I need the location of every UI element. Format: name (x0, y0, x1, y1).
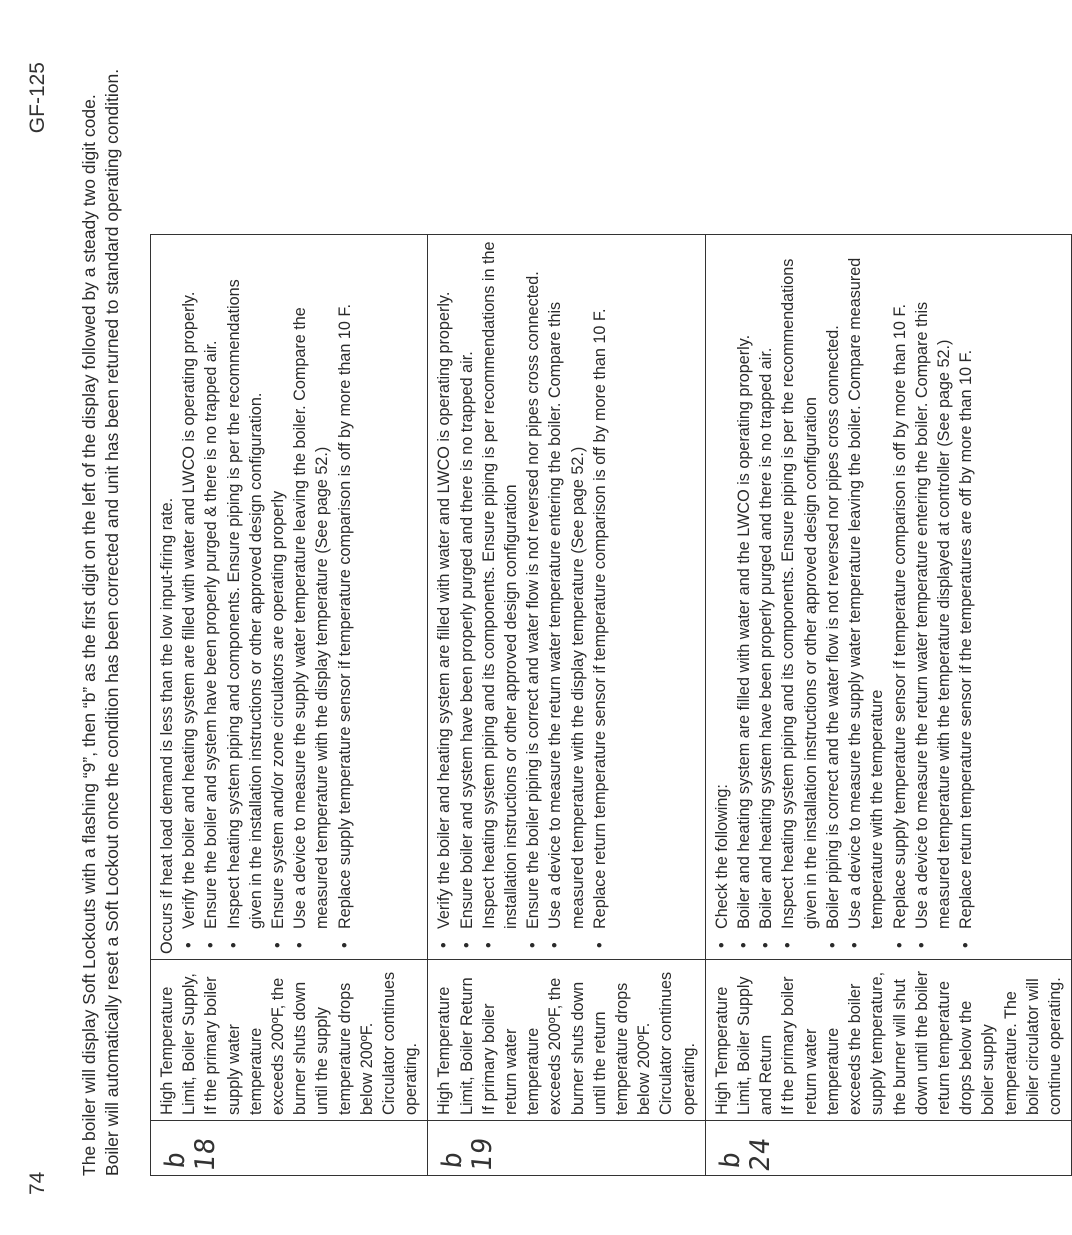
condition-cell (428, 960, 705, 1121)
list-item: • Replace return temperature sensor if the temperatures are off by more than 10 F. (955, 240, 977, 954)
list-item: • Ensure the boiler piping is correct and water flow is not reversed nor pipes cross connected. (522, 240, 544, 954)
condition-title: High Temperature Limit, Boiler Supply and Return (712, 976, 776, 1115)
table-row (428, 235, 705, 1176)
list-item: • Boiler and heating system are filled with water and the LWCO is operating properly. (733, 240, 755, 954)
list-item: • Boiler and heating system have been properly purged and there is no trapped air. (755, 240, 777, 954)
list-item: • Check the following: (711, 240, 733, 954)
intro-paragraph: The boiler will display Soft Lockouts with a flashing “9”, then “b” as the first digit on the left of the display followed by a steady two digit code. Boiler will automatically reset a Soft Lockout once the condition has been corrected and unit has been returned to standard operating condition. (79, 68, 122, 1176)
code-cell (705, 1121, 1071, 1176)
condition-cell (151, 960, 428, 1121)
list-item: • Ensure boiler and system have been properly purged and there is no trapped air. (456, 240, 478, 954)
display-code: b 24 (714, 1135, 776, 1174)
action-list (433, 240, 611, 954)
list-item: • Use a device to measure the return water temperature entering the boiler. Compare this measured temperature with the display temperature (See page 52.) (544, 240, 588, 954)
action-list (156, 240, 356, 954)
list-item: • Use a device to measure the supply water temperature leaving the boiler. Compare measured temperature with the temperature (844, 240, 888, 954)
condition-title: High Temperature Limit, Boiler Supply, (158, 973, 199, 1115)
actions-cell (428, 235, 705, 960)
table-row (705, 235, 1071, 1176)
list-item: • Verify the boiler and heating system are filled with water and LWCO is operating properly. (433, 240, 455, 954)
list-item: • Replace supply temperature sensor if temperature comparison is off by more than 10 F. (889, 240, 911, 954)
list-item: • Use a device to measure the return water temperature entering the boiler. Compare this measured temperature with the temperature displayed at controller (See page 52.) (911, 240, 955, 954)
action-lead: Occurs if heat load demand is less than the low input-firing rate. (158, 497, 176, 954)
display-code: b 18 (160, 1135, 221, 1174)
actions-cell (151, 235, 428, 960)
list-item: • Ensure system and/or zone circulators are operating properly (267, 240, 289, 954)
condition-description: If primary boiler return water temperature exceeds 200ºF, the burner shuts down until the return temperature drops below 200ºF. Circulator continues operating. (479, 971, 698, 1115)
list-item: • Use a device to measure the supply water temperature leaving the boiler. Compare the measured temperature with the display temperature (See page 52.) (289, 240, 333, 954)
list-item: • Inspect heating system piping and its components. Ensure piping is per recommendations in the installation instructions or other approved design configuration (478, 240, 522, 954)
list-item: • Ensure the boiler and system have been properly purged & there is no trapped air. (200, 240, 222, 954)
page-number: 74 (26, 1171, 49, 1195)
list-item: • Replace return temperature sensor if temperature comparison is off by more than 10 F. (589, 240, 611, 954)
condition-description: If the primary boiler return water temperature exceeds the boiler supply temperature, the burner will shut down until the boiler return temperature drops below the boiler supply temperature. The boiler circulator will continue operating. (779, 971, 1064, 1115)
lockout-codes-table (150, 234, 1072, 1176)
list-item: • Inspect heating system piping and components. Ensure piping is per the recommendations given in the installation instructions or other approved design configuration. (223, 240, 267, 954)
code-cell (428, 1121, 705, 1176)
list-item: • Boiler piping is correct and the water flow is not reversed nor pipes cross connected. (822, 240, 844, 954)
list-item: • Replace supply temperature sensor if temperature comparison is off by more than 10 F. (334, 240, 356, 954)
actions-cell (705, 235, 1071, 960)
list-item: • Verify the boiler and heating system are filled with water and LWCO is operating properly. (178, 240, 200, 954)
condition-description: If the primary boiler supply water temperature exceeds 200ºF, the burner shuts down until the supply temperature drops below 200ºF. Circulator continues operating. (202, 971, 421, 1115)
document-code: GF-125 (26, 62, 49, 134)
list-item: • Inspect heating system piping and its components. Ensure piping is per the recommendations given in the installation instructions or other approved design configuration (777, 240, 821, 954)
action-list (711, 240, 977, 954)
table-row (151, 235, 428, 1176)
condition-cell (705, 960, 1071, 1121)
code-cell (151, 1121, 428, 1176)
display-code: b 19 (437, 1135, 499, 1174)
condition-title: High Temperature Limit, Boiler Return (435, 977, 476, 1115)
